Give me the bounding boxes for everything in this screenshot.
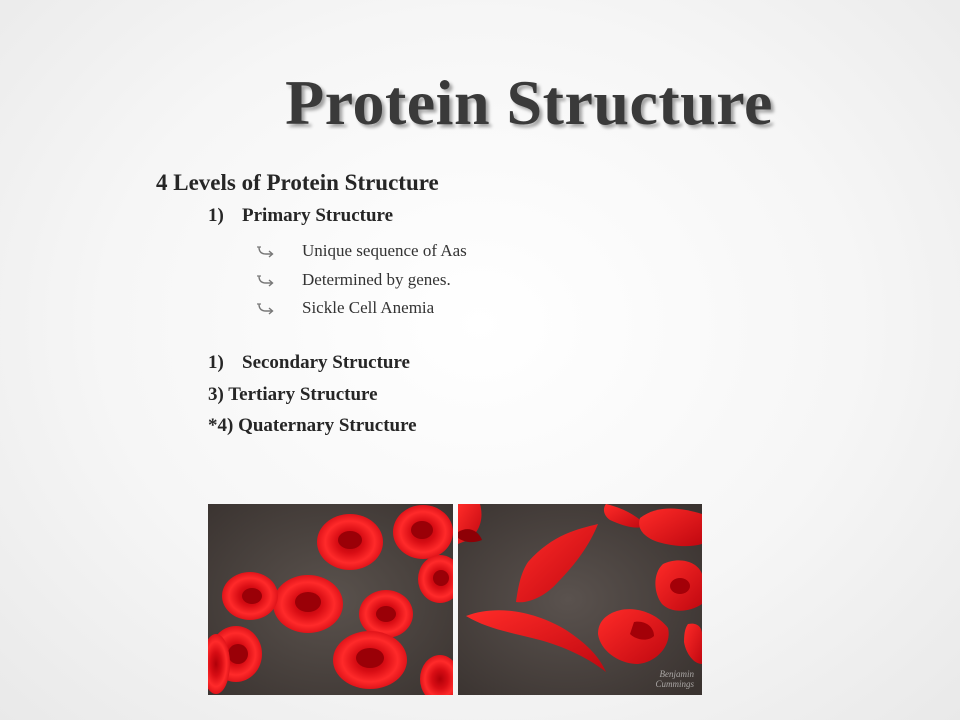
list-item xyxy=(256,294,467,323)
watermark-line: Cummings xyxy=(655,679,694,689)
hook-arrow-icon xyxy=(256,301,276,315)
level-label: Secondary Structure xyxy=(242,352,410,373)
hook-arrow-icon xyxy=(256,244,276,258)
level-tertiary: 3) Tertiary Structure xyxy=(208,384,378,405)
section-heading: 4 Levels of Protein Structure xyxy=(156,170,439,195)
bullet-text: Sickle Cell Anemia xyxy=(302,298,435,318)
level-label: Primary Structure xyxy=(242,205,394,226)
level-secondary xyxy=(208,352,410,374)
watermark-line: Benjamin xyxy=(659,669,694,679)
bullet-text: Determined by genes. xyxy=(302,269,451,289)
level-number: 1) xyxy=(208,352,224,373)
list-item xyxy=(256,237,467,266)
level-number: 1) xyxy=(208,205,224,226)
hook-arrow-icon xyxy=(256,273,276,287)
list-item xyxy=(256,266,467,295)
normal-red-blood-cells-image xyxy=(208,504,453,695)
level-quaternary: *4) Quaternary Structure xyxy=(208,415,417,436)
primary-bullet-list xyxy=(256,237,467,323)
level-primary xyxy=(208,205,393,227)
bullet-text: Unique sequence of Aas xyxy=(302,241,467,261)
sickle-cells-image xyxy=(458,504,702,695)
slide-title: Protein Structure xyxy=(285,67,773,138)
image-watermark xyxy=(655,669,694,689)
red-blood-cell xyxy=(317,514,383,570)
